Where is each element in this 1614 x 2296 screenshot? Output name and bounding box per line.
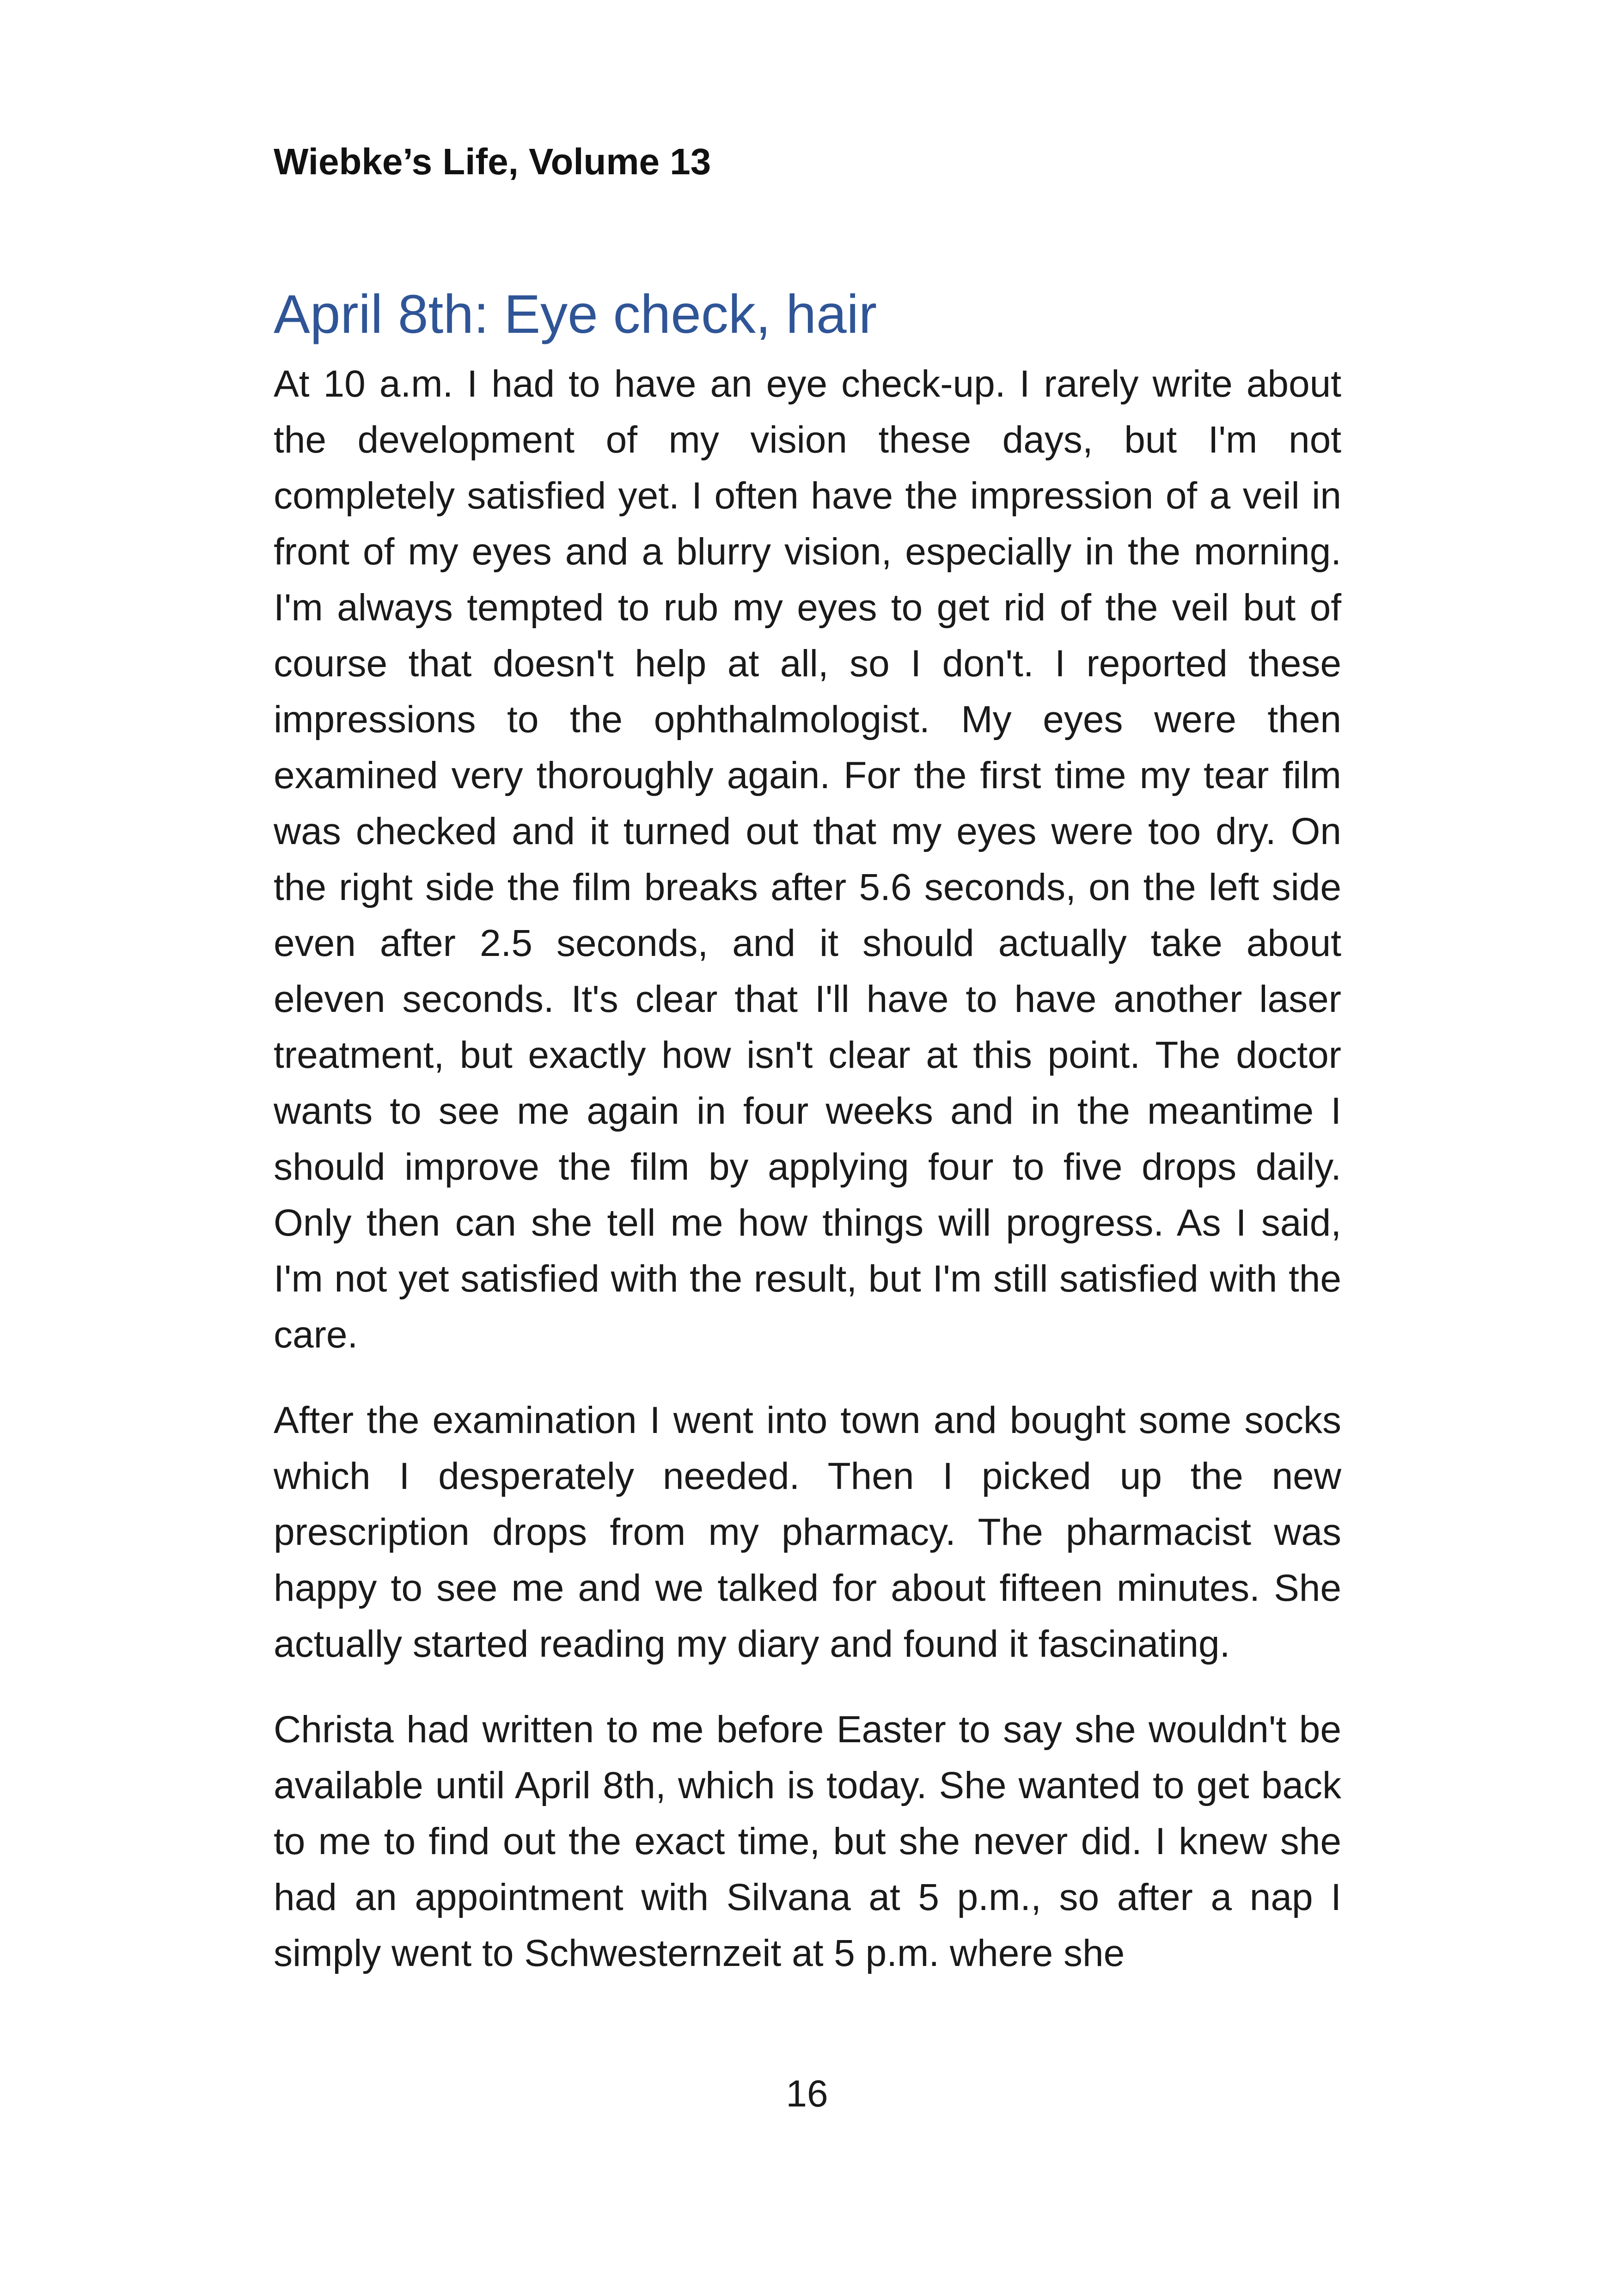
page-number: 16 [786,2073,828,2115]
chapter-title: April 8th: Eye check, hair [274,284,877,345]
paragraph-3: Christa had written to me before Easter to say she wouldn't be available until April 8th, which is today. She wanted to get back to me to find out the exact time, but she never did. I knew she had an appointment with Silvana at 5 p.m., so after a nap I simply went to Schwesternzeit at 5 p.m. where she [274,1708,1341,1974]
body-text [274,356,1341,2011]
paragraph-1: At 10 a.m. I had to have an eye check-up. I rarely write about the development of my vision these days, but I'm not completely satisfied yet. I often have the impression of a veil in front of my eyes and a blurry vision, especially in the morning. I'm always tempted to rub my eyes to get rid of the veil but of course that doesn't help at all, so I don't. I reported these impressions to the ophthalmologist. My eyes were then examined very thoroughly again. For the first time my tear film was checked and it turned out that my eyes were too dry. On the right side the film breaks after 5.6 seconds, on the left side even after 2.5 seconds, and it should actually take about eleven seconds. It's clear that I'll have to have another laser treatment, but exactly how isn't clear at this point. The doctor wants to see me again in four weeks and in the meantime I should improve the film by applying four to five drops daily. Only then can she tell me how things will progress. As I said, I'm not yet satisfied with the result, but I'm still satisfied with the care. [274,363,1341,1356]
paragraph-2: After the examination I went into town and bought some socks which I desperately needed. Then I picked up the new prescription drops from my pharmacy. The pharmacist was happy to see me and we talked for about fifteen minutes. She actually started reading my diary and found it fascinating. [274,1399,1341,1665]
running-header: Wiebke’s Life, Volume 13 [274,141,711,182]
